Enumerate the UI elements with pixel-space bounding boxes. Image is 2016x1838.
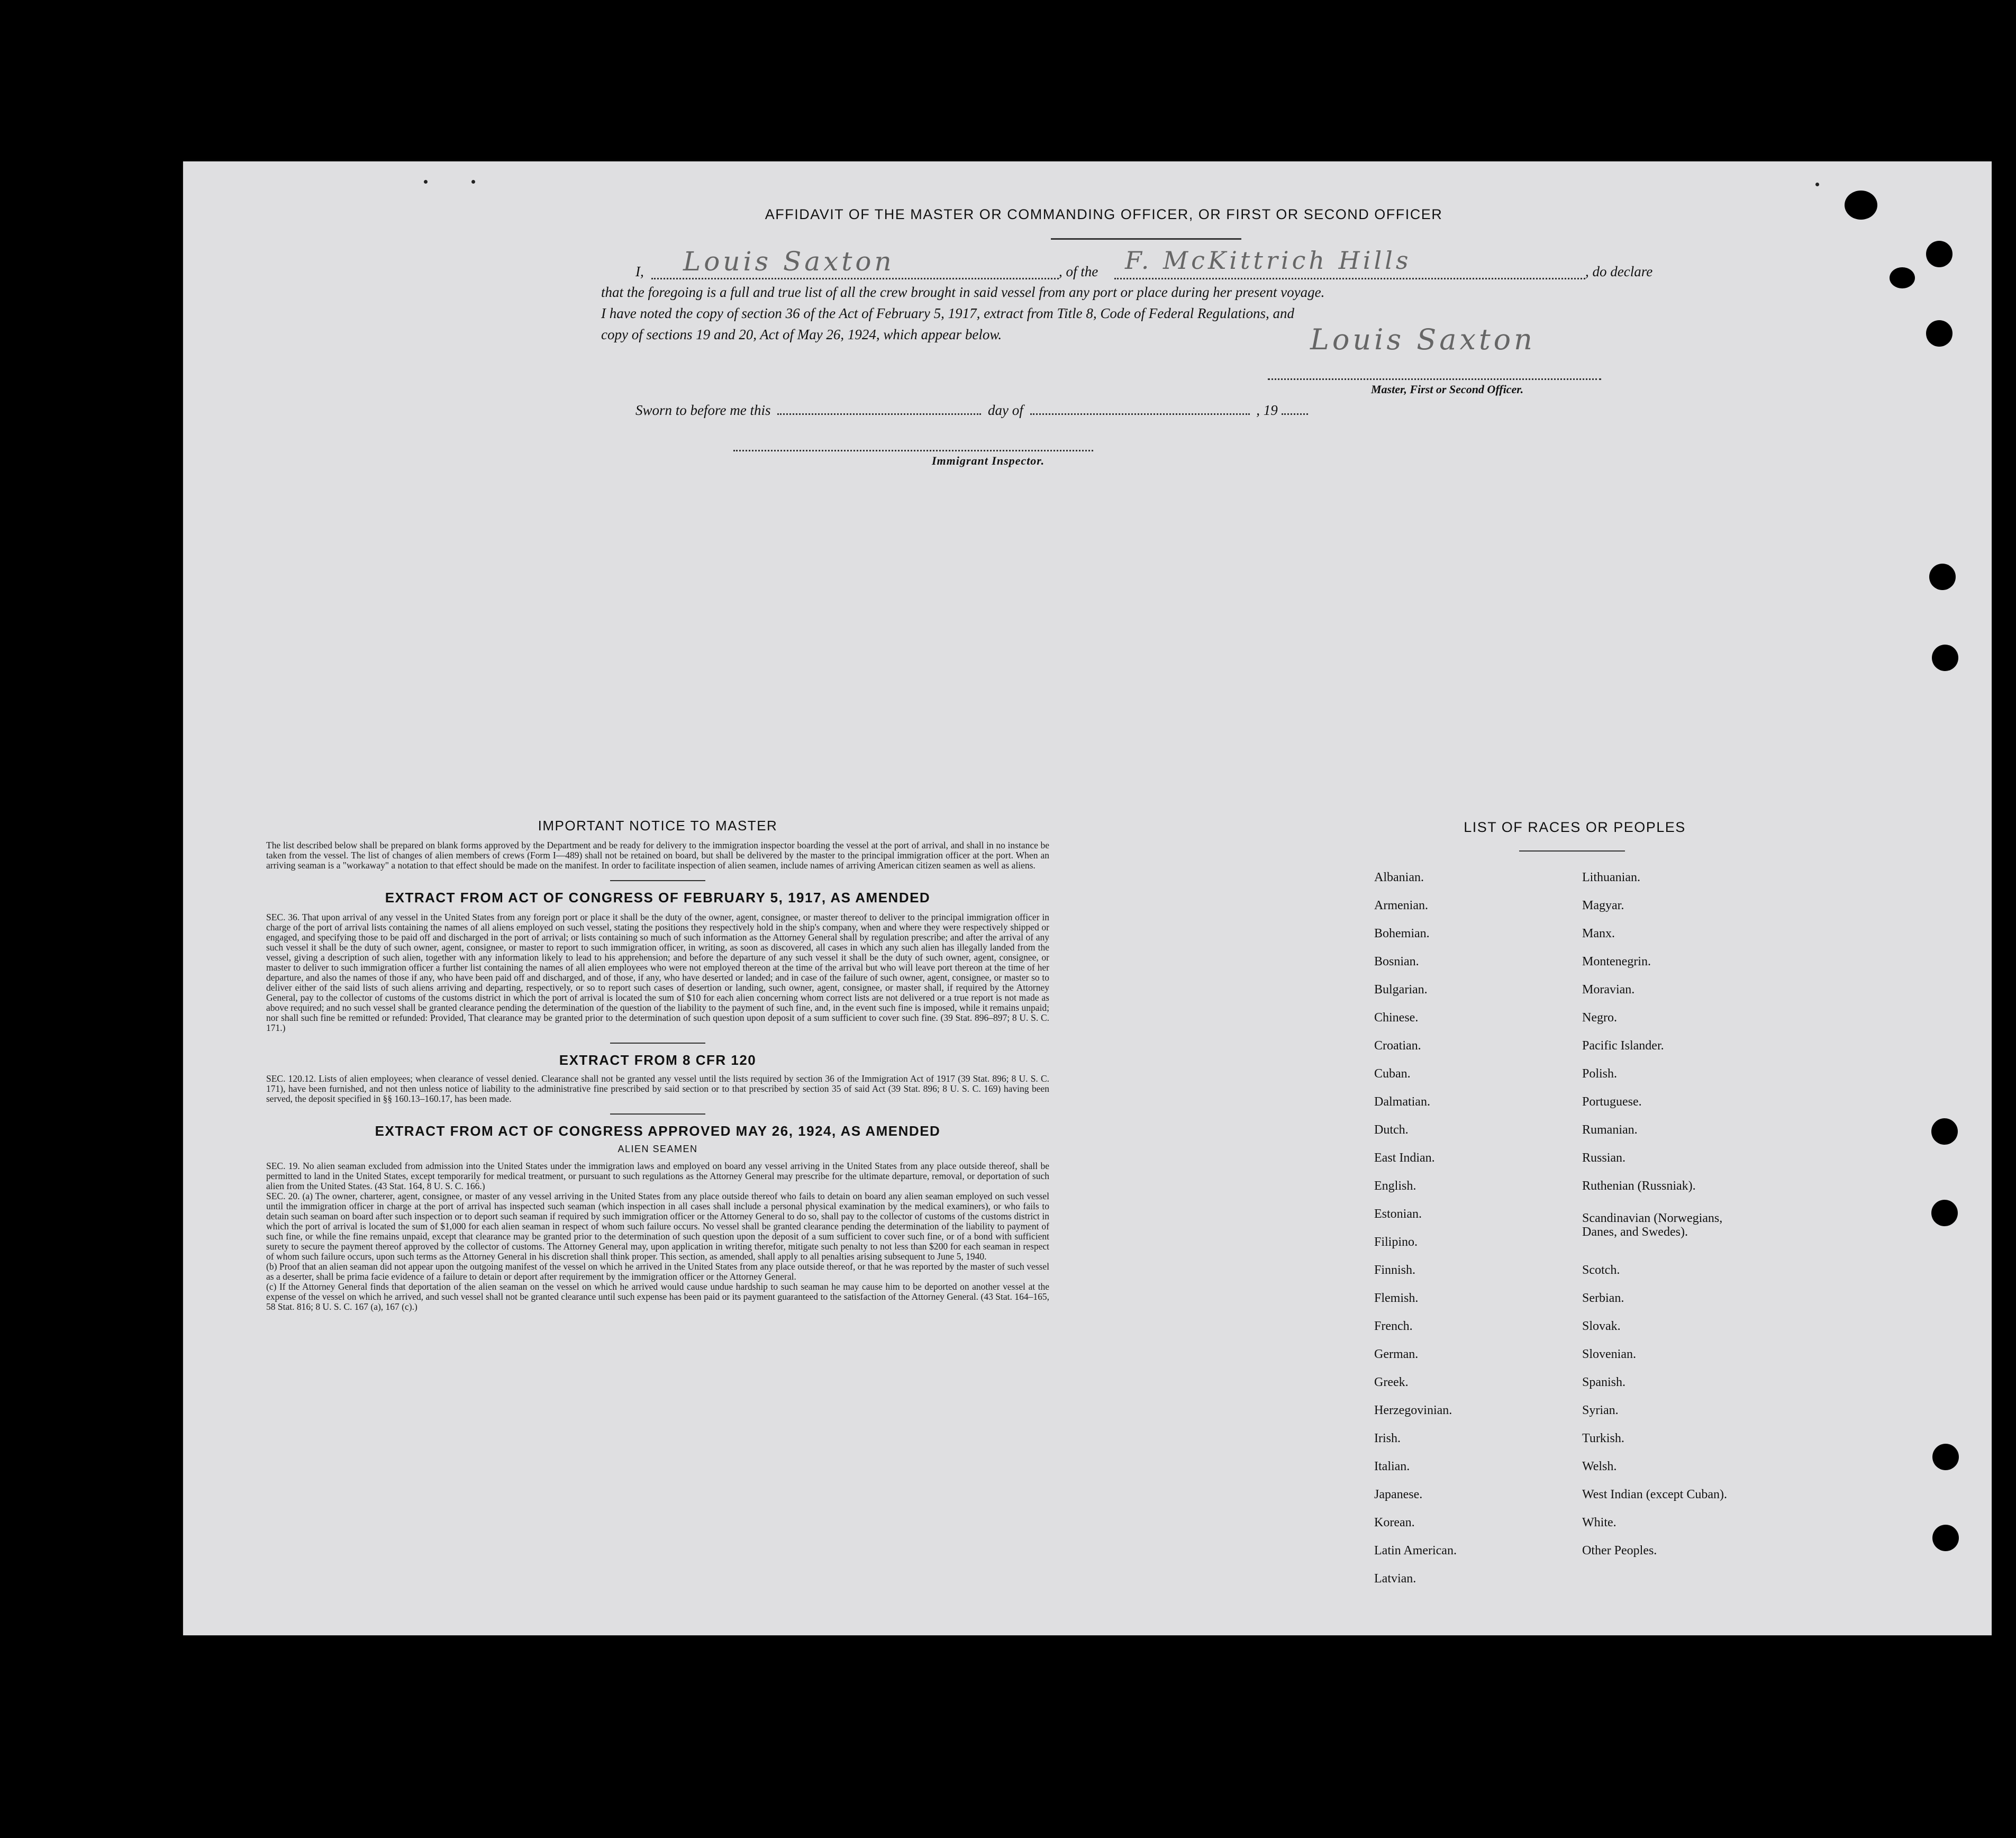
extract-1917-body [266,912,1049,1033]
race-item: Syrian. [1582,1404,1619,1417]
race-item: Scandinavian (Norwegians, Danes, and Swedes). [1582,1211,1723,1239]
race-item: Herzegovinian. [1374,1404,1452,1417]
race-item: Dutch. [1374,1123,1409,1137]
sworn-month-field [1030,413,1250,415]
sworn-day-field [777,413,981,415]
race-item: Latvian. [1374,1572,1416,1586]
extract-cfr-body [266,1074,1049,1104]
binder-hole [1932,1525,1959,1551]
race-item: Dalmatian. [1374,1095,1430,1109]
race-item: Turkish. [1582,1432,1624,1445]
race-item: Filipino. [1374,1235,1418,1249]
race-item: Bohemian. [1374,927,1430,940]
speck [424,180,428,184]
sworn-year-label: , 19 [1256,402,1278,418]
race-item: Portuguese. [1582,1095,1642,1109]
section-20a-text: SEC. 20. (a) The owner, charterer, agent, consignee, or master of any vessel arriving in the United States from any place outside thereof who fails to detain on board any alien seaman employed on such vessel until the immigration officer in charge at the port of arrival has inspected such seaman (which inspection in all cases shall include a personal physical examination by the medical examiners), or who fails to detain such seaman on board after such inspection or to deport such seaman if required by such immigration officer or the Attorney General to do so, shall pay to the collector of customs of the customs district in which the port of arrival is located the sum of $1,000 for each alien seaman in respect of whom such failure occurs. No vessel shall be granted clearance pending the determination of the liability to payment of such fine, or while the fine remains unpaid, except that clearance may be granted prior to the determination of such question upon the deposit of a sum sufficient to cover such fine, or of a bond with sufficient surety to secure the payment thereof approved by the collector of customs. The Attorney General may, upon application in writing therefor, mitigate such penalty to not less than $200 for each seaman in respect of whom such failure occurs, upon such terms as the Attorney General in his discretion shall think proper. This section, as amended, shall apply to all penalties arising subsequent to June 5, 1940. [266,1191,1049,1262]
race-item: Rumanian. [1582,1123,1638,1137]
race-item: Ruthenian (Russniak). [1582,1179,1696,1193]
sworn-day-label: day of [988,402,1023,418]
race-item: English. [1374,1179,1416,1193]
race-item: White. [1582,1516,1617,1529]
race-item: Japanese. [1374,1488,1423,1501]
race-item: Chinese. [1374,1011,1419,1025]
race-item: Welsh. [1582,1460,1617,1473]
races-title-rule [1519,850,1625,852]
binder-hole [1931,1118,1958,1145]
section-19-text: SEC. 19. No alien seaman excluded from admission into the United States under the immigration laws and employed on board any vessel arriving in the United States from any place outside thereof, shall be permitted to land in the United States, except temporarily for medical treatment, or pursuant to such regulations as the Attorney General may prescribe for the ultimate departure, removal, or deportation of such alien from the United States. (43 Stat. 164, 8 U. S. C. 166.) [266,1161,1049,1191]
binder-hole [1931,1200,1958,1226]
race-item: Flemish. [1374,1291,1419,1305]
vessel-overline [1051,238,1241,240]
sworn-prefix: Sworn to before me this [635,402,771,418]
vessel-field [1114,246,1585,279]
race-item: Pacific Islander. [1582,1039,1664,1053]
extract-1924-subtitle: ALIEN SEAMEN [617,1144,698,1154]
race-item: German. [1374,1347,1419,1361]
notice-body [266,840,1049,871]
race-item: Lithuanian. [1582,871,1640,884]
affidavit-line-1 [635,246,1826,278]
race-item: Cuban. [1374,1067,1411,1081]
inspector-line [733,450,1093,451]
section-20c-text: (c) If the Attorney General finds that deportation of the alien seaman on the vessel on which he arrived would cause undue hardship to such seaman he may cause him to be deported on another vessel at the expense of the vessel on which he arrived, and such vessel shall not be granted clearance until such expense has been paid or its payment guaranteed to the satisfaction of the Attorney General. (43 Stat. 164–165, 58 Stat. 816; 8 U. S. C. 167 (a), 167 (c).) [266,1281,1049,1312]
signature-caption: Master, First or Second Officer. [1371,383,1524,396]
signature-line [1268,378,1601,380]
race-item: Manx. [1582,927,1615,940]
race-item: Estonian. [1374,1207,1422,1221]
name-field [651,246,1059,279]
master-signature: Louis Saxton [1310,323,1536,356]
sworn-line [635,402,1588,419]
affidavit-line-2: that the foregoing is a full and true list of all the crew brought in said vessel from any port or place during her present voyage. [601,284,1325,300]
race-item: Irish. [1374,1432,1401,1445]
affidavit-line-4: copy of sections 19 and 20, Act of May 26, 1924, which appear below. [601,327,1002,342]
ink-blot [1890,267,1915,288]
race-item: Spanish. [1582,1375,1626,1389]
race-item: Montenegrin. [1582,955,1651,968]
separator [610,1043,705,1044]
handwritten-name: Louis Saxton [683,246,895,277]
race-item: Albanian. [1374,871,1424,884]
speck [1815,183,1819,186]
race-item: Other Peoples. [1582,1544,1657,1558]
race-item: Negro. [1582,1011,1617,1025]
binder-hole [1932,645,1958,671]
extract-1917-title: EXTRACT FROM ACT OF CONGRESS OF FEBRUARY 5, 1917, AS AMENDED [385,890,931,906]
binder-hole [1926,241,1953,267]
separator [610,1113,705,1115]
separator [610,880,705,881]
notices-column [266,818,1049,1312]
handwritten-vessel: F. McKittrich Hills [1125,246,1412,275]
race-item: Italian. [1374,1460,1410,1473]
section-20b-text: (b) Proof that an alien seaman did not appear upon the outgoing manifest of the vessel on which he arrived in the United States from any place outside thereof, or that he was reported by the master of such vessel as a deserter, shall be prima facie evidence of a failure to detain or deport after requirement by the immigration officer or the Attorney General. [266,1261,1049,1282]
sworn-year-field [1282,413,1308,415]
manifest-page [183,161,1992,1635]
race-item: Slovenian. [1582,1347,1636,1361]
race-item: Russian. [1582,1151,1626,1165]
race-item: Finnish. [1374,1263,1416,1277]
race-item: East Indian. [1374,1151,1435,1165]
declare-label: , do declare [1585,264,1653,279]
binder-hole [1929,564,1956,590]
race-item: West Indian (except Cuban). [1582,1488,1727,1501]
binder-hole [1926,320,1953,347]
inspector-caption: Immigrant Inspector. [932,454,1045,467]
ink-blot [1845,191,1877,220]
race-item: Croatian. [1374,1039,1421,1053]
notice-title: IMPORTANT NOTICE TO MASTER [538,818,778,834]
speck [471,180,475,184]
race-item: French. [1374,1319,1413,1333]
extract-cfr-text: SEC. 120.12. Lists of alien employees; when clearance of vessel denied. Clearance shall not be granted any vessel until the lists required by section 36 of the Immigration Act of 1917 (39 Stat. 896; 8 U. S. C. 171), have been furnished, and not then unless notice of liability to the administrative fine prescribed by said section or to that prescribed by section 35 of said Act (39 Stat. 896; 8 U. S. C. 169) having been served, the deposit specified in §§ 160.13–160.17, has been made. [266,1073,1049,1104]
race-item: Bosnian. [1374,955,1419,968]
race-item: Latin American. [1374,1544,1457,1558]
binder-hole [1932,1444,1959,1470]
affidavit-title: AFFIDAVIT OF THE MASTER OR COMMANDING OFFICER, OR FIRST OR SECOND OFFICER [765,206,1443,222]
race-item: Moravian. [1582,983,1635,997]
affidavit-line-3: I have noted the copy of section 36 of the Act of February 5, 1917, extract from Title 8, Code of Federal Regulations, and [601,305,1295,321]
races-title: LIST OF RACES OR PEOPLES [1464,819,1686,835]
extract-1924-body [266,1161,1049,1312]
race-item: Korean. [1374,1516,1415,1529]
of-the-label: , of the [1059,264,1098,279]
race-item: Armenian. [1374,899,1428,912]
extract-1924-title: EXTRACT FROM ACT OF CONGRESS APPROVED MAY 26, 1924, AS AMENDED [375,1123,941,1139]
race-item: Serbian. [1582,1291,1624,1305]
extract-cfr-title: EXTRACT FROM 8 CFR 120 [559,1052,757,1068]
race-item: Bulgarian. [1374,983,1428,997]
race-item: Slovak. [1582,1319,1621,1333]
notice-text: The list described below shall be prepared on blank forms approved by the Department and be ready for delivery to the immigration inspector boarding the vessel at the port of arrival, and shall in no instance be taken from the vessel. The list of changes of alien members of crews (Form I—489) shall not be retained on board, but shall be delivered by the master to the principal immigration officer at the port. When an arriving seaman is a "workaway" a notation to that effect should be made on the manifest. In order to facilitate inspection of alien seamen, include names of arriving American citizen seamen as well as aliens. [266,840,1049,871]
extract-1917-text: SEC. 36. That upon arrival of any vessel in the United States from any foreign port or place it shall be the duty of the owner, agent, consignee, or master thereof to deliver to the principal immigration officer in charge of the port of arrival lists containing the names of all aliens employed on such vessel, stating the positions they respectively hold in the ship's company, when and where they were respectively shipped or engaged, and specifying those to be paid off and discharged in the port of arrival; or lists containing so much of such information as the Attorney General shall by regulation prescribe; and after the arrival of any such vessel it shall be the duty of such owner, agent, consignee, or master to report to such immigration officer, in writing, as soon as discovered, all cases in which any such alien has illegally landed from the vessel, giving a description of such alien, together with any information likely to lead to his apprehension; and before the departure of any such vessel it shall be the duty of such owner, agent, consignee, or master to deliver to such immigration officer a further list containing the names of all alien employees who were not employed thereon at the time of the arrival but who will leave port thereon at the time of her departure, and also the names of those if any, who have been paid off and discharged, and of those, if any, who have deserted or landed; and in case of the failure of such owner, agent, consignee, or master so to deliver either of the said lists of such aliens arriving and departing, respectively, or so to report such cases of desertion or landing, such owner, agent, consignee, or master shall, if required by the Attorney General, pay to the collector of customs of the customs district in which the port of arrival is located the sum of $10 for each alien concerning whom correct lists are not delivered or a true report is not made as above required; and no such vessel shall be granted clearance pending the determination of the question of the liability to the payment of such fine, and, in the event such fine is imposed, while it remains unpaid; nor shall such fine be remitted or refunded: Provided, That clearance may be granted prior to the determination of such question upon deposit of a sum sufficient to cover such fine. (39 Stat. 896–897; 8 U. S. C. 171.) [266,912,1049,1033]
race-item: Greek. [1374,1375,1409,1389]
race-item: Polish. [1582,1067,1618,1081]
race-item: Scotch. [1582,1263,1620,1277]
line1-prefix: I, [635,264,644,279]
race-item: Magyar. [1582,899,1624,912]
